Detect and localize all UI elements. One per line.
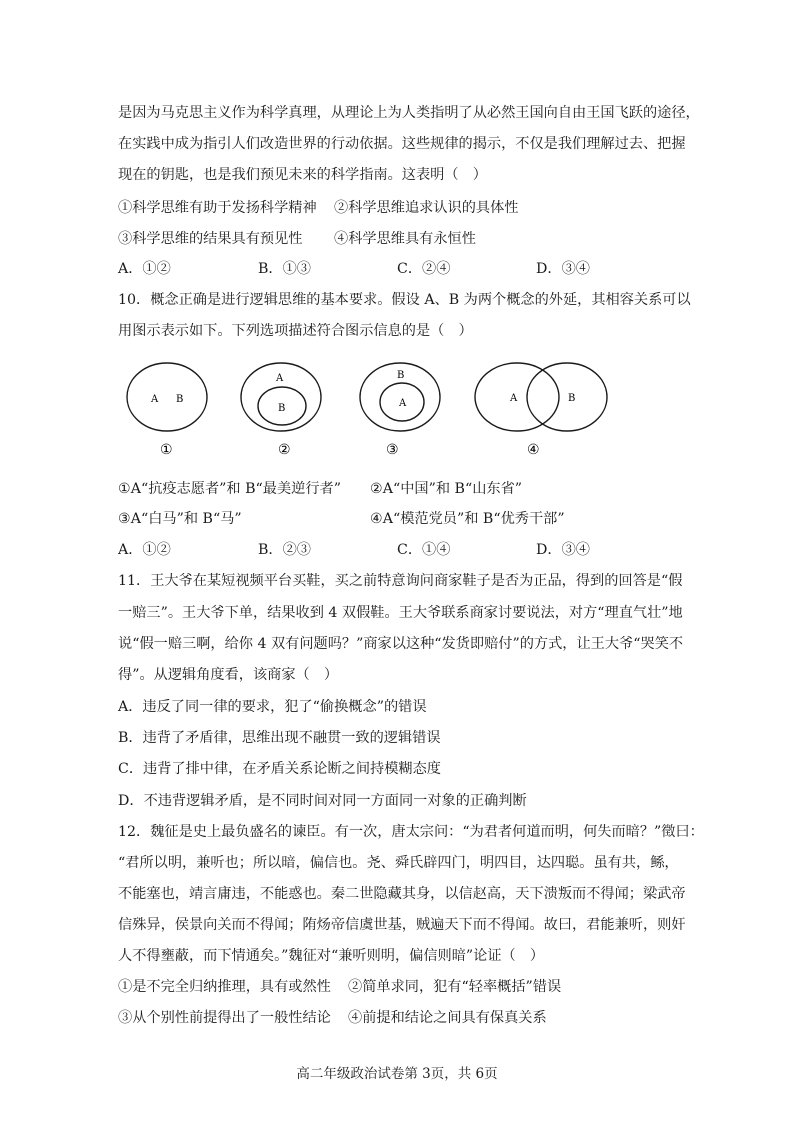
q9-option-a: A．①② — [118, 261, 171, 277]
q10-statement-1: ①A“抗疫志愿者”和 B“最美逆行者” — [118, 481, 341, 497]
q9-statement-2: ②科学思维追求认识的具体性 — [334, 200, 519, 216]
q9-text-line-2: 在实践中成为指引人们改造世界的行动依据。这些规律的揭示，不仅是我们理解过去、把握 — [118, 136, 686, 152]
q12-statement-1: ①是不完全归纳推理，具有或然性 — [118, 979, 331, 995]
diagram-4-label-b: B — [568, 393, 576, 404]
q11-option-b: B．违背了矛盾律，思维出现不融贯一致的逻辑错误 — [118, 730, 441, 746]
q11-text-line-1: 11．王大爷在某短视频平台买鞋，买之前特意询问商家鞋子是否为正品，得到的回答是“假 — [118, 573, 683, 589]
q10-text-line-2: 用图示表示如下。下列选项描述符合图示信息的是（ ） — [118, 323, 473, 339]
q9-text-line-3: 现在的钥匙，也是我们预见未来的科学指南。这表明（ ） — [118, 167, 487, 183]
diagram-3-label-a: A — [399, 398, 407, 409]
page-footer: 高二年级政治试卷第 3页，共 6页 — [296, 1066, 498, 1082]
q12-statement-2: ②简单求同，犯有“轻率概括”错误 — [348, 979, 562, 995]
diagram-3-label-b: B — [397, 370, 405, 381]
q12-text-line-2: “君所以明，兼听也；所以暗，偏信也。尧、舜氏辟四门，明四目，达四聪。虽有共，鲧， — [118, 855, 679, 871]
q12-text-line-1: 12．魏征是史上最负盛名的谏臣。有一次，唐太宗问：“为君者何道而明，何失而暗？”徵曰： — [118, 824, 704, 840]
q10-option-c: C．①④ — [397, 542, 451, 558]
q11-option-d: D．不违背逻辑矛盾，是不同时间对同一方面同一对象的正确判断 — [118, 793, 527, 809]
q10-text-line-1: 10．概念正确是进行逻辑思维的基本要求。假设 A、B 为两个概念的外延，其相容关系可以 — [118, 292, 691, 308]
diagram-1-label-a: A — [151, 394, 159, 405]
q9-statement-3: ③科学思维的结果具有预见性 — [118, 231, 303, 247]
q11-text-line-4: 得”。从逻辑角度看，该商家（ ） — [118, 667, 339, 683]
venn-diagram-4 — [475, 363, 607, 431]
q11-text-line-3: 说“假一赔三啊，给你 4 双有问题吗？”商家以这种“发货即赔付”的方式，让王大爷“哭笑不 — [118, 636, 684, 652]
diagram-1-label-b: B — [176, 394, 184, 405]
q9-text-line-1: 是因为马克思主义作为科学真理，从理论上为人类指明了从必然王国向自由王国飞跃的途径， — [118, 105, 700, 121]
q12-statement-4: ④前提和结论之间具有保真关系 — [348, 1010, 547, 1026]
q9-option-b: B．①③ — [258, 261, 311, 277]
q9-statement-4: ④科学思维具有永恒性 — [334, 231, 476, 247]
diagram-2-label-b: B — [278, 403, 286, 414]
diagram-2-number: ② — [278, 442, 291, 458]
q10-option-a: A．①② — [118, 542, 171, 558]
venn-diagram-1 — [127, 363, 207, 431]
q9-option-c: C．②④ — [397, 261, 451, 277]
q10-statement-3: ③A“白马”和 B“马” — [118, 511, 242, 527]
q9-statement-1: ①科学思维有助于发扬科学精神 — [118, 200, 317, 216]
q12-statement-3: ③从个别性前提得出了一般性结论 — [118, 1010, 331, 1026]
diagram-3-number: ③ — [386, 442, 399, 458]
q12-text-line-3: 不能塞也，靖言庸违，不能惑也。秦二世隐藏其身，以信赵高，天下溃叛而不得闻；梁武帝 — [118, 886, 686, 902]
q10-statement-2: ②A“中国”和 B“山东省” — [370, 481, 523, 497]
venn-diagrams — [118, 352, 618, 464]
diagram-4-number: ④ — [527, 442, 540, 458]
q12-text-line-4: 信殊异，侯景向关而不得闻；陏炀帝信虞世基，贼遍天下而不得闻。故曰，君能兼听，则奸 — [118, 917, 686, 933]
q11-option-c: C．违背了排中律，在矛盾关系论断之间持模糊态度 — [118, 761, 441, 777]
diagram-1-number: ① — [160, 442, 173, 458]
diagram-2-label-a: A — [276, 373, 284, 384]
q10-option-d: D．③④ — [536, 542, 590, 558]
q9-option-d: D．③④ — [536, 261, 590, 277]
q10-option-b: B．②③ — [258, 542, 311, 558]
q11-option-a: A．违反了同一律的要求，犯了“偷换概念”的错误 — [118, 699, 427, 715]
q11-text-line-2: 一赔三”。王大爷下单，结果收到 4 双假鞋。王大爷联系商家讨要说法，对方“理直气壮”地 — [118, 605, 683, 621]
q10-statement-4: ④A“模范党员”和 B“优秀干部” — [370, 511, 565, 527]
q12-text-line-5: 人不得壅蔽，而下情通矣。”魏征对“兼听则明，偏信则暗”论证（ ） — [118, 948, 545, 964]
diagram-4-label-a: A — [510, 393, 518, 404]
